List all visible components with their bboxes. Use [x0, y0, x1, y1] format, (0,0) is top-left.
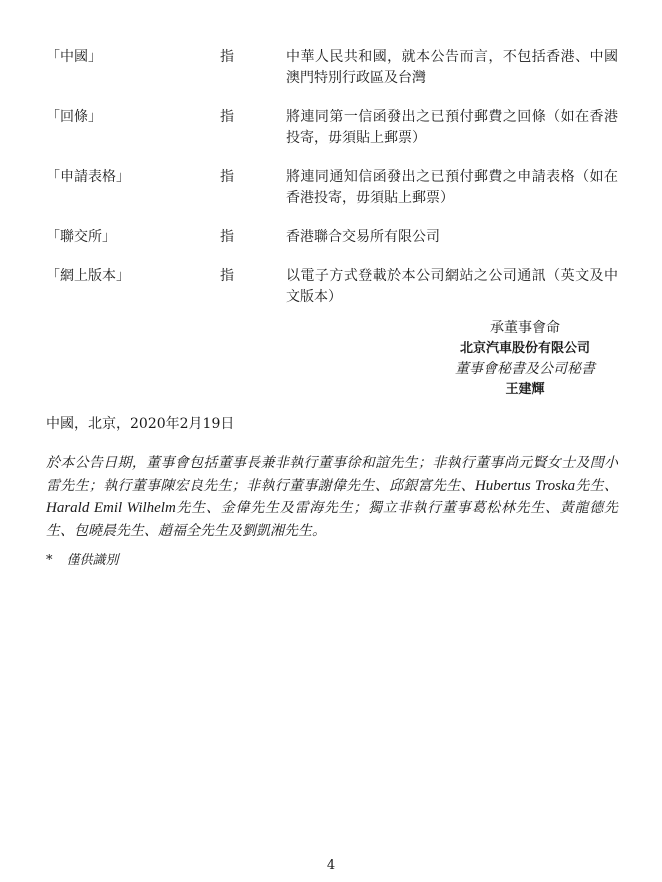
definition-means: 指 [220, 229, 234, 245]
board-statement-part1: 於本公告日期，董事會包括董事長兼非執行董事徐和誼先生；非執行董事尚元賢女士及閆小雷先生；執行董事陳宏良先生；非執行董事謝偉先生、邱銀富先生、 [46, 455, 618, 494]
footnote-marker: * [46, 553, 53, 568]
definition-term: 「網上版本」 [46, 268, 130, 284]
date-line: 中國，北京，2020年2月19日 [46, 416, 235, 432]
definition-term: 「聯交所」 [46, 229, 116, 245]
page-number: 4 [326, 858, 336, 873]
director-name-latin-2: Harald Emil Wilhelm [46, 500, 176, 516]
director-name-latin-1: Hubertus Troska [474, 477, 576, 494]
footnote-text: 僅供識別 [66, 553, 119, 568]
definition-text: 中華人民共和國，就本公告而言，不包括香港、中國澳門特別行政區及台灣 [286, 49, 618, 86]
definition-term: 「中國」 [46, 49, 102, 65]
signature-title: 董事會秘書及公司秘書 [455, 361, 595, 377]
signature-name: 王建輝 [505, 382, 545, 397]
board-statement-part3: 先生、金偉先生及雷海先生；獨立非執行董事葛松林先生、黃龍德先生、包曉晨先生、趙福全先生及劉凱湘先生。 [46, 500, 619, 539]
definition-means: 指 [220, 169, 234, 185]
definition-term: 「回條」 [46, 109, 102, 125]
definition-text: 以電子方式登載於本公司網站之公司通訊（英文及中文版本） [286, 268, 618, 305]
signature-order-line: 承董事會命 [490, 320, 560, 336]
definition-term: 「申請表格」 [46, 169, 130, 185]
signature-company: 北京汽車股份有限公司 [459, 341, 590, 356]
definition-text: 香港聯合交易所有限公司 [286, 229, 440, 245]
definition-text: 將連同通知信函發出之已預付郵費之申請表格（如在香港投寄，毋須貼上郵票） [286, 169, 618, 206]
definition-means: 指 [220, 49, 234, 65]
board-statement [46, 452, 618, 542]
definition-means: 指 [220, 109, 234, 125]
footnote [46, 551, 119, 571]
board-statement-part2: 先生、 [575, 477, 619, 494]
definition-text: 將連同第一信函發出之已預付郵費之回條（如在香港投寄，毋須貼上郵票） [286, 109, 618, 146]
definition-means: 指 [220, 268, 234, 284]
